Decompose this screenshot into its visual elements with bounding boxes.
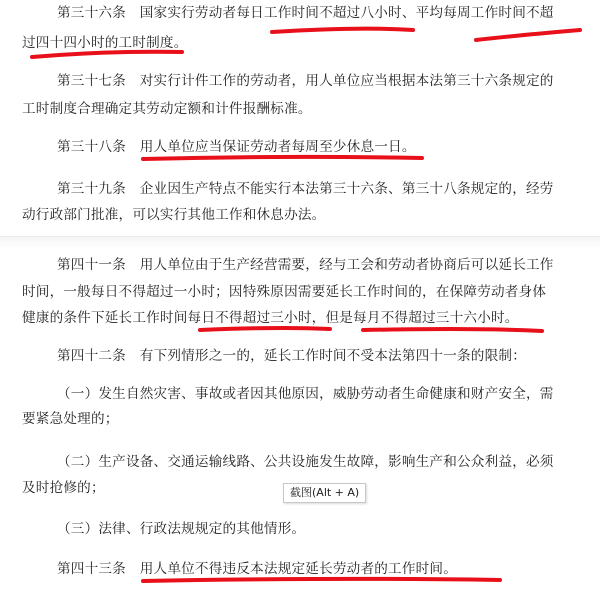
article-36-line-1: 第三十六条 国家实行劳动者每日工作时间不超过八小时、平均每周工作时间不超 [57,5,554,21]
underline-thirty-six-hours [363,329,542,331]
article-37-line-1: 第三十七条 对实行计件工作的劳动者，用人单位应当根据本法第三十六条规定的 [57,73,554,89]
item-1-line-2: 要紧急处理的； [22,411,119,427]
underline-weekly-hours-end [476,30,580,40]
article-41-line-1: 第四十一条 用人单位由于生产经营需要，经与工会和劳动者协商后可以延长工作 [57,257,554,273]
underline-no-extension [143,579,500,581]
item-2-line-2: 及时抢修的； [22,480,105,496]
item-2-line-1: （二）生产设备、交通运输线路、公共设施发生故障，影响生产和公众利益，必须 [57,454,554,470]
underline-forty-four-hours [32,52,182,57]
underline-three-hours [200,328,330,330]
item-1-line-1: （一）发生自然灾害、事故或者因其他原因，威胁劳动者生命健康和财产安全，需 [57,386,554,402]
article-39-line-2: 动行政部门批准，可以实行其他工作和休息办法。 [22,207,326,223]
item-3-line-1: （三）法律、行政法规规定的其他情形。 [57,521,306,537]
article-36-line-2: 过四十四小时的工时制度。 [22,35,188,51]
article-38-line-1: 第三十八条 用人单位应当保证劳动者每周至少休息一日。 [57,139,416,155]
article-39-line-1: 第三十九条 企业因生产特点不能实行本法第三十六条、第三十八条规定的，经劳 [57,181,554,197]
article-41-line-2: 时间，一般每日不得超过一小时；因特殊原因需要延长工作时间的，在保障劳动者身体 [22,284,547,300]
article-41-line-3: 健康的条件下延长工作时间每日不得超过三小时，但是每月不得超过三十六小时。 [22,310,519,326]
underline-weekly-rest [143,157,422,159]
article-43-line-1: 第四十三条 用人单位不得违反本法规定延长劳动者的工作时间。 [57,561,458,577]
underline-eight-hours [272,29,413,32]
article-37-line-2: 工时制度合理确定其劳动定额和计件报酬标准。 [22,101,312,117]
article-42-line-1: 第四十二条 有下列情形之一的，延长工作时间不受本法第四十一条的限制： [57,348,526,364]
screenshot-tooltip: 截图(Alt + A) [283,483,366,503]
